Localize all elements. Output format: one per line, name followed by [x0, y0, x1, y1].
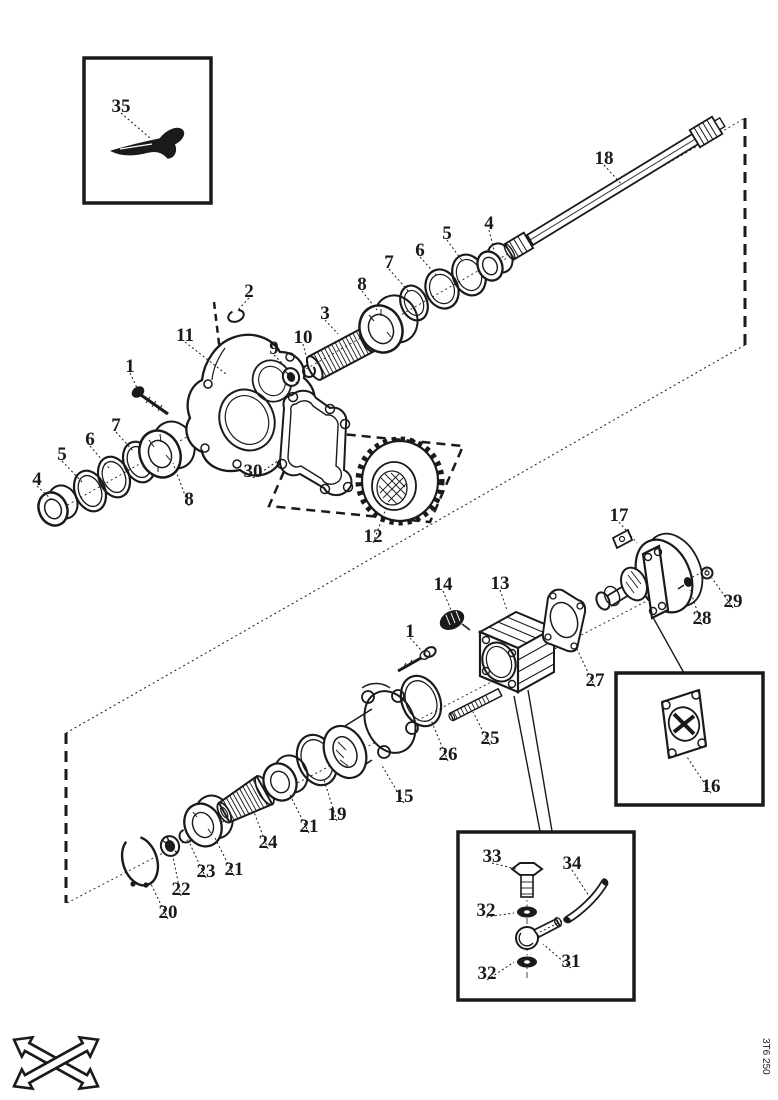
part-label-11: 11: [176, 325, 194, 346]
part-label-16: 16: [701, 776, 721, 797]
part-label-34: 34: [562, 853, 582, 874]
part-label-8: 8: [357, 274, 367, 295]
footer-drawing-code: 3T6 250: [760, 1038, 771, 1075]
part-label-18: 18: [594, 148, 614, 169]
part-label-5: 5: [57, 444, 67, 465]
part-8-bearing-upper: [352, 289, 425, 360]
part-label-25: 25: [480, 728, 500, 749]
part-7-ring-upper: [395, 281, 433, 324]
part-label-10: 10: [293, 327, 313, 348]
part-1-bolt-lower: [398, 645, 437, 671]
part-label-35: 35: [111, 96, 131, 117]
part-label-7: 7: [111, 415, 121, 436]
part-label-33: 33: [482, 846, 502, 867]
part-15-hub: [316, 683, 425, 785]
part-label-27: 27: [585, 670, 605, 691]
part-label-1: 1: [405, 621, 415, 642]
part-16-flange: [662, 690, 706, 758]
part-label-9: 9: [269, 338, 279, 359]
part-label-29: 29: [723, 591, 743, 612]
part-label-17: 17: [609, 505, 629, 526]
tool-inset: [84, 58, 211, 203]
part-20-snap-ring: [116, 832, 164, 890]
part-number-callouts: [32, 96, 742, 984]
part-label-20: 20: [158, 902, 178, 923]
part-label-21: 21: [224, 859, 244, 880]
part-label-21: 21: [299, 816, 319, 837]
part-label-31: 31: [561, 951, 581, 972]
part-6-ring-left: [92, 452, 136, 502]
part-label-26: 26: [438, 744, 458, 765]
part-12-bevel-gear: [359, 440, 441, 522]
part-label-32: 32: [476, 900, 496, 921]
part-label-7: 7: [384, 252, 394, 273]
part-label-13: 13: [490, 573, 510, 594]
part-27-gasket: [543, 590, 585, 652]
part-label-15: 15: [394, 786, 414, 807]
part-label-24: 24: [258, 832, 278, 853]
part-25-threaded-shaft: [448, 689, 502, 722]
part-1-bolt-upper: [131, 385, 168, 414]
part-label-28: 28: [692, 608, 712, 629]
part-18-axle-shaft: [502, 114, 727, 261]
four-way-arrows-icon: [9, 1030, 104, 1096]
part-label-4: 4: [32, 469, 42, 490]
part-label-14: 14: [433, 574, 453, 595]
part-label-22: 22: [171, 879, 191, 900]
flange-detail-inset: [616, 673, 763, 805]
part-label-6: 6: [85, 429, 95, 450]
part-2-clip: [227, 308, 246, 324]
part-label-23: 23: [196, 861, 216, 882]
part-label-19: 19: [327, 804, 347, 825]
part-30-gasket: [278, 391, 353, 495]
part-label-2: 2: [244, 281, 254, 302]
part-label-32: 32: [477, 963, 497, 984]
part-label-3: 3: [320, 303, 330, 324]
part-label-30: 30: [243, 461, 263, 482]
part-label-4: 4: [484, 213, 494, 234]
part-22-nut: [158, 834, 182, 859]
part-label-12: 12: [363, 526, 383, 547]
part-label-1: 1: [125, 356, 135, 377]
part-label-6: 6: [415, 240, 425, 261]
part-14-plug: [436, 606, 470, 634]
part-32-washer-top: [517, 907, 537, 918]
part-6-ring-upper: [420, 264, 465, 313]
part-label-5: 5: [442, 223, 452, 244]
part-32-washer-bottom: [517, 957, 537, 968]
part-label-8: 8: [184, 489, 194, 510]
part-13-housing-block: [477, 612, 554, 692]
